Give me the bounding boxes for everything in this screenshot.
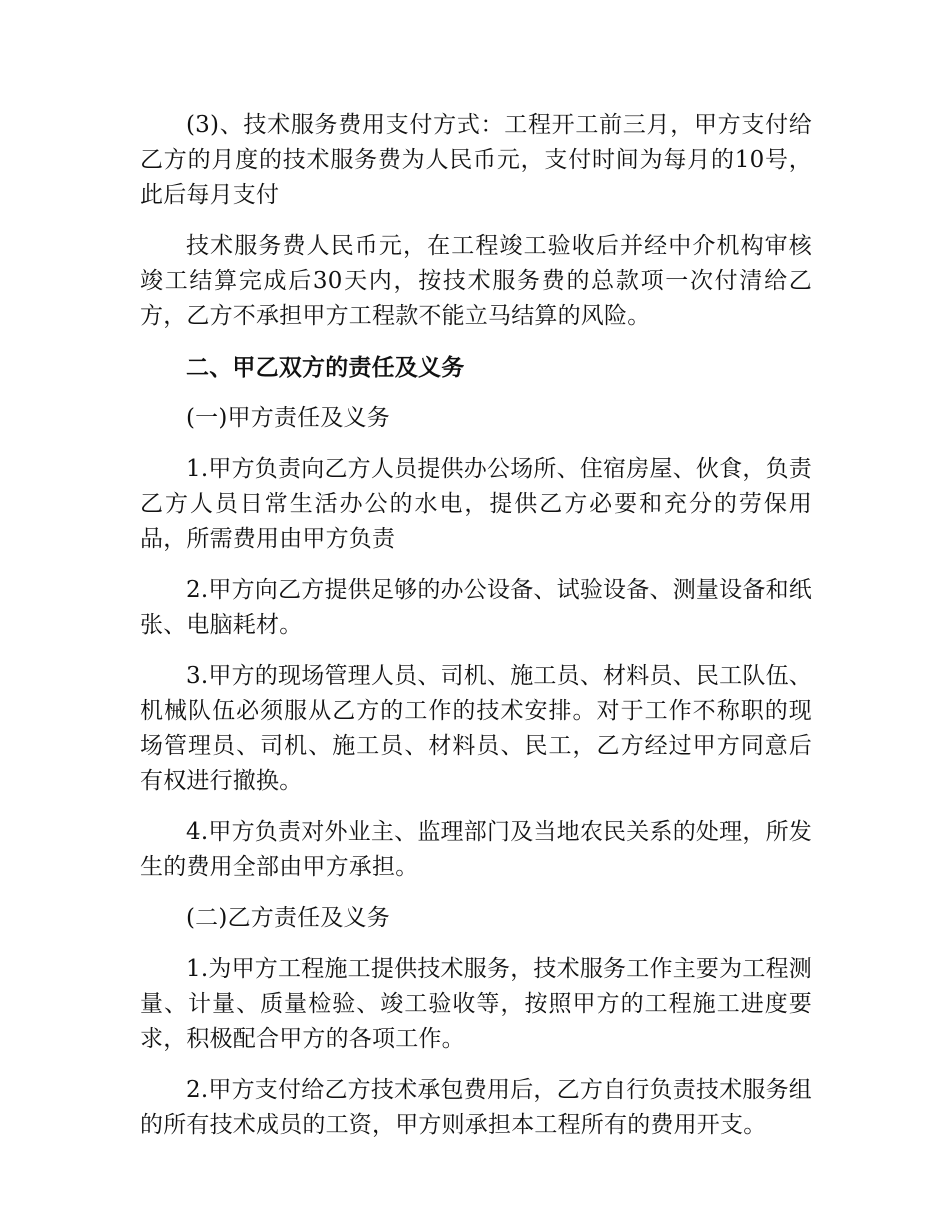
section-heading-responsibilities: 二、甲乙双方的责任及义务	[186, 354, 465, 381]
document-page	[140, 108, 812, 1159]
paragraph-payment-method: (3)、技术服务费用支付方式：工程开工前三月，甲方支付给乙方的月度的技术服务费为人民币元，支付时间为每月的10号，此后每月支付	[140, 112, 812, 208]
paragraph-service-fee-settlement: 技术服务费人民币元，在工程竣工验收后并经中介机构审核竣工结算完成后30天内，按技术服务费的总款项一次付清给乙方，乙方不承担甲方工程款不能立马结算的风险。	[140, 233, 812, 329]
paragraph-party-a-item-3: 3.甲方的现场管理人员、司机、施工员、材料员、民工队伍、机械队伍必须服从乙方的工作的技术安排。对于工作不称职的现场管理员、司机、施工员、材料员、民工，乙方经过甲方同意后有权进行撤换。	[140, 663, 812, 794]
paragraph-party-a-item-4: 4.甲方负责对外业主、监理部门及当地农民关系的处理，所发生的费用全部由甲方承担。	[140, 819, 812, 880]
paragraph-party-b-item-2: 2.甲方支付给乙方技术承包费用后，乙方自行负责技术服务组的所有技术成员的工资，甲方则承担本工程所有的费用开支。	[140, 1077, 812, 1138]
subheading-party-a: (一)甲方责任及义务	[186, 405, 390, 431]
paragraph-party-a-item-2: 2.甲方向乙方提供足够的办公设备、试验设备、测量设备和纸张、电脑耗材。	[140, 577, 812, 638]
subheading-party-b: (二)乙方责任及义务	[186, 905, 390, 931]
paragraph-party-b-item-1: 1.为甲方工程施工提供技术服务，技术服务工作主要为工程测量、计量、质量检验、竣工验收等，按照甲方的工程施工进度要求，积极配合甲方的各项工作。	[140, 956, 812, 1052]
paragraph-party-a-item-1: 1.甲方负责向乙方人员提供办公场所、住宿房屋、伙食，负责乙方人员日常生活办公的水电，提供乙方必要和充分的劳保用品，所需费用由甲方负责	[140, 456, 812, 552]
